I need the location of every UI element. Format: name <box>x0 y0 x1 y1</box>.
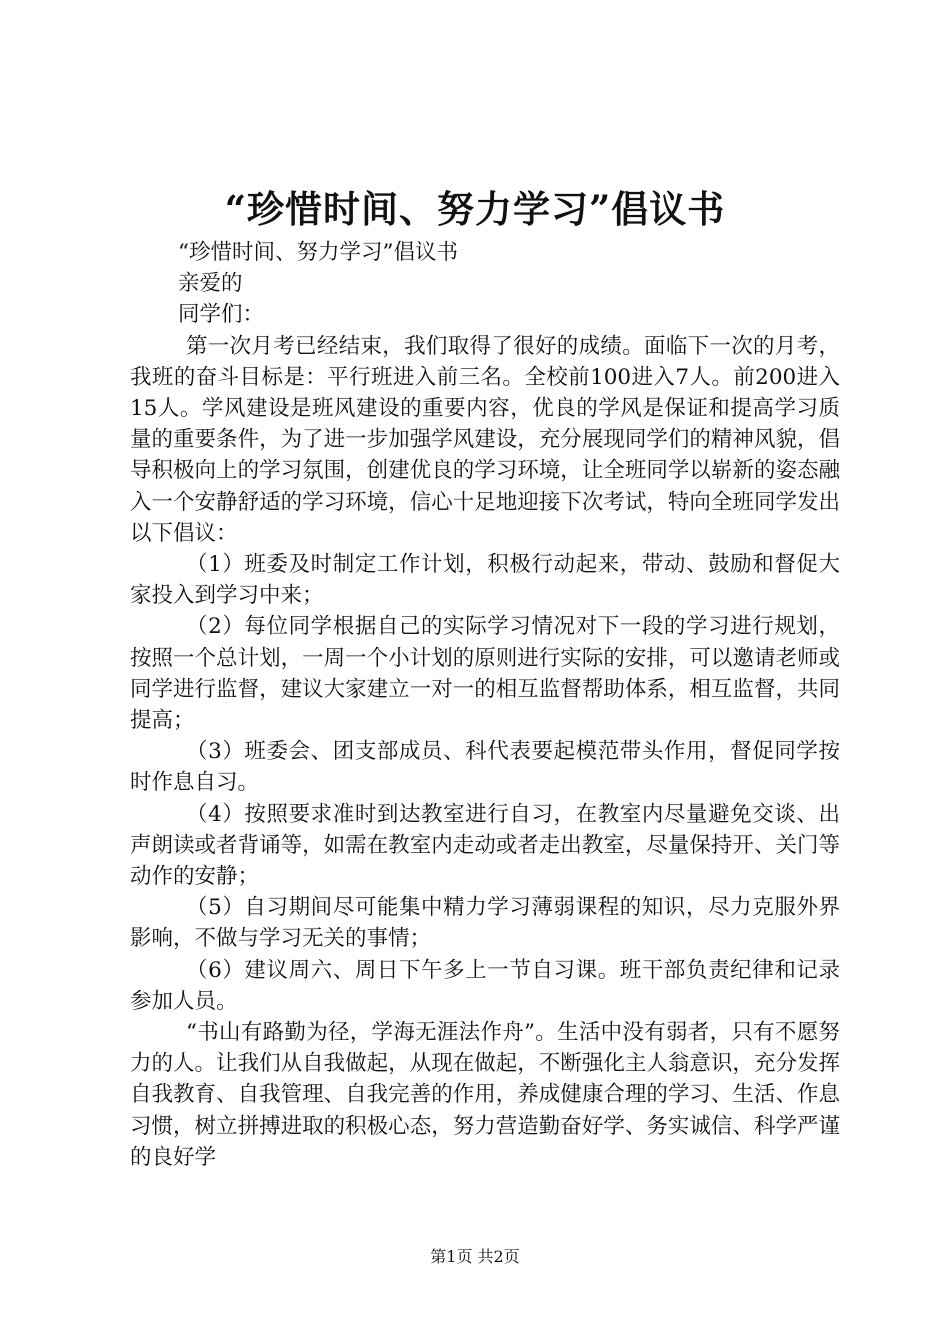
salutation-line: 同学们： <box>178 302 265 328</box>
proposal-item-5: （5）自习期间尽可能集中精力学习薄弱课程的知识，尽力克服外界影响，不做与学习无关的事情； <box>130 895 840 952</box>
intro-paragraph: 第一次月考已经结束，我们取得了很好的成绩。面临下一次的月考，我班的奋斗目标是：平行班进入前三名。全校前100进入7人。前200进入15人。学风建设是班风建设的重要内容，优良的学风是保证和提高学习质量的重要条件，为了进一步加强学风建设，充分展现同学们的精神风貌，倡导积极向上的学习氛围，创建优良的学习环境，让全班同学以崭新的姿态融入一个安静舒适的学习环境，信心十足地迎接下次考试，特向全班同学发出以下倡议： <box>130 333 840 546</box>
subtitle-line: “珍惜时间、努力学习”倡议书 <box>178 240 458 265</box>
page-number-footer: 第1页 共2页 <box>430 1247 520 1266</box>
proposal-item-3: （3）班委会、团支部成员、科代表要起模范带头作用，督促同学按时作息自习。 <box>130 739 840 796</box>
proposal-item-4: （4）按照要求准时到达教室进行自习，在教室内尽量避免交谈、出声朗读或者背诵等，如需在教室内走动或者走出教室，尽量保持开、关门等动作的安静； <box>130 801 840 890</box>
closing-paragraph: “书山有路勤为径，学海无涯法作舟”。生活中没有弱者，只有不愿努力的人。让我们从自我做起，从现在做起，不断强化主人翁意识，充分发挥自我教育、自我管理、自我完善的作用，养成健康合理的学习、生活、作息习惯，树立拼搏进取的积极心态，努力营造勤奋好学、务实诚信、科学严谨的良好学 <box>130 1020 840 1170</box>
document-body <box>130 237 840 1173</box>
greeting-line: 亲爱的 <box>178 271 243 297</box>
proposal-item-1: （1）班委及时制定工作计划，积极行动起来，带动、鼓励和督促大家投入到学习中来； <box>130 552 840 609</box>
document-title: “珍惜时间、努力学习”倡议书 <box>224 187 726 231</box>
proposal-item-6: （6）建议周六、周日下午多上一节自习课。班干部负责纪律和记录参加人员。 <box>130 957 840 1014</box>
proposal-item-2: （2）每位同学根据自己的实际学习情况对下一段的学习进行规划，按照一个总计划，一周一个小计划的原则进行实际的安排，可以邀请老师或同学进行监督，建议大家建立一对一的相互监督帮助体系，相互监督，共同提高； <box>130 614 840 734</box>
